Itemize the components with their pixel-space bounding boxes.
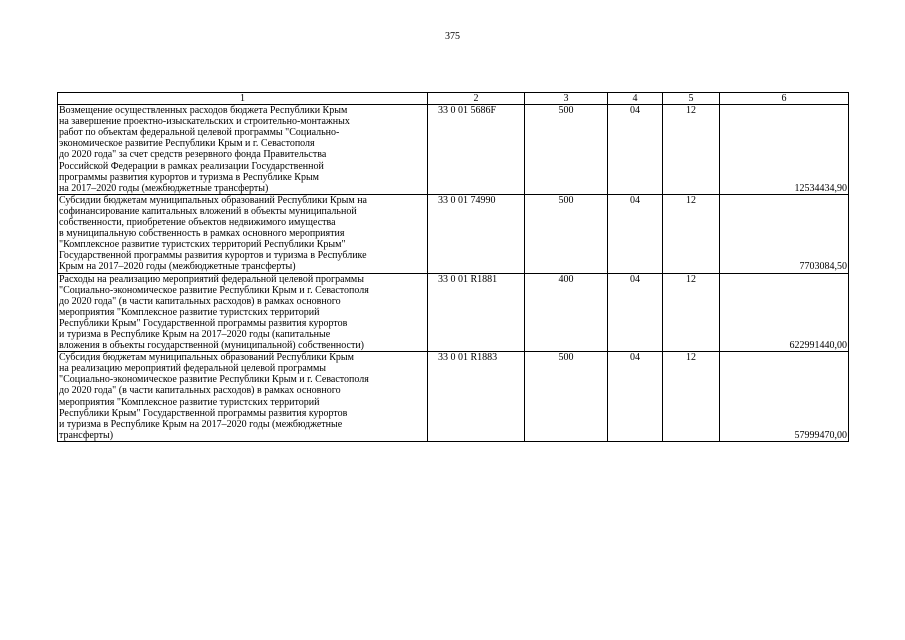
subsection-cell: 12	[663, 105, 720, 195]
row-description: Расходы на реализацию мероприятий федеральной целевой программы "Социально-экономическое развитие Республики Крым и г. Севастополя до 2020 года" (в части капитальных расходов) в рамках основного мероприятия "Комплексное развитие туристских территорий Республики Крым" Государственной программы развития курортов и туризма в Республике Крым на 2017–2020 годы (капитальные вложения в объекты государственной (муниципальной) собственности)	[59, 273, 369, 352]
amount-cell: 12534434,90	[720, 105, 849, 195]
section-cell: 04	[608, 352, 663, 442]
subsection-cell: 12	[663, 352, 720, 442]
page-number: 375	[445, 31, 460, 42]
code-cell: 33 0 01 R1881	[428, 273, 525, 352]
section-cell: 04	[608, 105, 663, 195]
column-header: 5	[663, 93, 720, 105]
code-cell: 33 0 01 74990	[428, 194, 525, 273]
description-cell	[58, 194, 428, 273]
column-header: 3	[525, 93, 608, 105]
description-cell	[58, 273, 428, 352]
subsection-cell: 12	[663, 194, 720, 273]
column-header: 1	[58, 93, 428, 105]
type-cell: 500	[525, 105, 608, 195]
table-row	[58, 352, 849, 442]
type-cell: 400	[525, 273, 608, 352]
description-cell	[58, 105, 428, 195]
amount-cell: 622991440,00	[720, 273, 849, 352]
table-row	[58, 105, 849, 195]
amount-cell: 7703084,50	[720, 194, 849, 273]
amount-cell: 57999470,00	[720, 352, 849, 442]
section-cell: 04	[608, 273, 663, 352]
table-row	[58, 194, 849, 273]
type-cell: 500	[525, 194, 608, 273]
table-row	[58, 273, 849, 352]
description-cell	[58, 352, 428, 442]
column-header: 6	[720, 93, 849, 105]
subsection-cell: 12	[663, 273, 720, 352]
row-description: Субсидии бюджетам муниципальных образований Республики Крым на софинансирование капитальных вложений в объекты муниципальной собственности, приобретение объектов недвижимого имущества в муниципальную собственность в рамках основного мероприятия "Комплексное развитие туристских территорий Республики Крым" Государственной программы развития курортов и туризма в Республике Крым на 2017–2020 годы (межбюджетные трансферты)	[59, 194, 367, 273]
type-cell: 500	[525, 352, 608, 442]
code-cell: 33 0 01 R1883	[428, 352, 525, 442]
row-description: Возмещение осуществленных расходов бюджета Республики Крым на завершение проектно-изыскательских и строительно-монтажных работ по объектам федеральной целевой программы "Социально- экономическое развитие Республики Крым и г. Севастополя до 2020 года" за счет средств резервного фонда Правительства Российской Федерации в рамках реализации Государственной программы развития курортов и туризма в Республике Крым на 2017–2020 годы (межбюджетные трансферты)	[59, 105, 350, 194]
section-cell: 04	[608, 194, 663, 273]
table-header-row	[58, 93, 849, 105]
column-header: 2	[428, 93, 525, 105]
code-cell: 33 0 01 5686F	[428, 105, 525, 195]
budget-table	[57, 92, 849, 442]
column-header: 4	[608, 93, 663, 105]
row-description: Субсидия бюджетам муниципальных образований Республики Крым на реализацию мероприятий федеральной целевой программы "Социально-экономическое развитие Республики Крым и г. Севастополя до 2020 года" (в части капитальных расходов) в рамках основного мероприятия "Комплексное развитие туристских территорий Республики Крым" Государственной программы развития курортов и туризма в Республике Крым на 2017–2020 годы (межбюджетные трансферты)	[59, 352, 369, 441]
